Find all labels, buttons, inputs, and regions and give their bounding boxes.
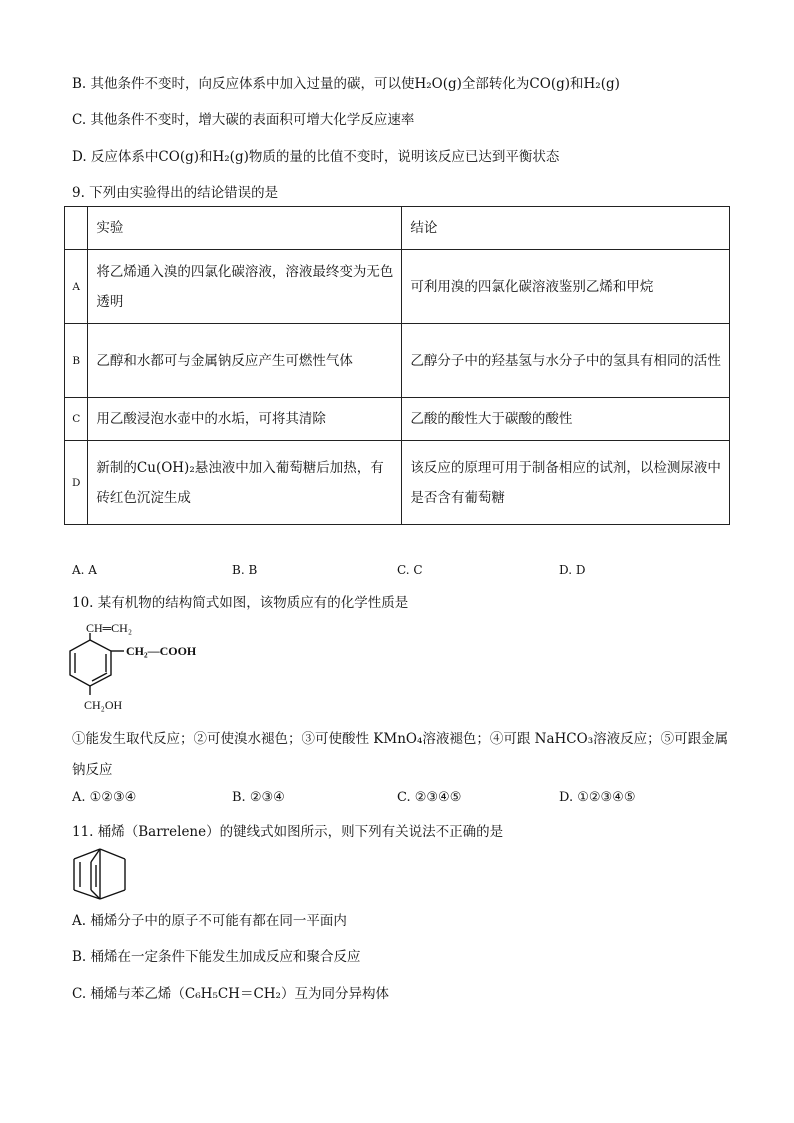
q10-stem: 10. 某有机物的结构简式如图，该物质应有的化学性质是	[72, 595, 409, 611]
row-conclusion: 乙醇分子中的羟基氢与水分子中的氢具有相同的活性	[402, 324, 730, 398]
q9-table	[64, 206, 730, 525]
table-header-row	[65, 207, 730, 250]
q10-option: A. ①②③④	[72, 790, 137, 805]
q9-option: C. C	[397, 563, 423, 577]
vinyl-label: CH═CH₂	[86, 621, 133, 635]
q8-option-c: C. 其他条件不变时，增大碳的表面积可增大化学反应速率	[72, 112, 415, 128]
q9-option: B. B	[232, 563, 258, 577]
table-header-blank	[65, 207, 88, 250]
q10-option: D. ①②③④⑤	[559, 790, 636, 805]
q11-stem: 11. 桶烯（Barrelene）的键线式如图所示，则下列有关说法不正确的是	[72, 824, 504, 840]
row-conclusion: 乙酸的酸性大于碳酸的酸性	[402, 398, 730, 441]
q11-option-a: A. 桶烯分子中的原子不可能有都在同一平面内	[72, 913, 347, 929]
barrelene-structure-diagram	[70, 846, 130, 902]
q9-option: A. A	[72, 563, 97, 577]
hydroxymethyl-label: CH₂OH	[84, 698, 123, 712]
q11-option-c: C. 桶烯与苯乙烯（C₆H₅CH＝CH₂）互为同分异构体	[72, 986, 389, 1002]
q10-option: C. ②③④⑤	[397, 790, 462, 805]
row-key: B	[65, 324, 88, 398]
row-conclusion: 该反应的原理可用于制备相应的试剂，以检测尿液中是否含有葡萄糖	[402, 441, 730, 525]
table-row	[65, 324, 730, 398]
q9-stem: 9. 下列由实验得出的结论错误的是	[72, 185, 279, 201]
q11-option-b: B. 桶烯在一定条件下能发生加成反应和聚合反应	[72, 949, 361, 965]
q9-option: D. D	[559, 563, 586, 577]
row-key: A	[65, 250, 88, 324]
q10-properties-line1: ①能发生取代反应；②可使溴水褪色；③可使酸性 KMnO₄溶液褪色；④可跟 NaHCO₃溶液反应；⑤可跟金属	[72, 731, 729, 747]
q10-option: B. ②③④	[232, 790, 285, 805]
row-conclusion: 可利用溴的四氯化碳溶液鉴别乙烯和甲烷	[402, 250, 730, 324]
table-row	[65, 398, 730, 441]
row-experiment: 新制的Cu(OH)₂悬浊液中加入葡萄糖后加热，有砖红色沉淀生成	[88, 441, 402, 525]
table-row	[65, 441, 730, 525]
row-key: D	[65, 441, 88, 525]
q10-properties-line2: 钠反应	[72, 762, 113, 778]
row-experiment: 将乙烯通入溴的四氯化碳溶液，溶液最终变为无色透明	[88, 250, 402, 324]
structure-formula-diagram	[66, 618, 236, 718]
row-experiment: 乙醇和水都可与金属钠反应产生可燃性气体	[88, 324, 402, 398]
row-experiment: 用乙酸浸泡水壶中的水垢，可将其清除	[88, 398, 402, 441]
row-key: C	[65, 398, 88, 441]
q8-option-d: D. 反应体系中CO(g)和H₂(g)物质的量的比值不变时，说明该反应已达到平衡状态	[72, 149, 560, 165]
table-header-experiment: 实验	[88, 207, 402, 250]
carboxyl-label: CH₂—COOH	[126, 644, 197, 658]
q8-option-b: B. 其他条件不变时，向反应体系中加入过量的碳，可以使H₂O(g)全部转化为CO(g)和H₂(g)	[72, 76, 620, 92]
table-header-conclusion: 结论	[402, 207, 730, 250]
table-row	[65, 250, 730, 324]
